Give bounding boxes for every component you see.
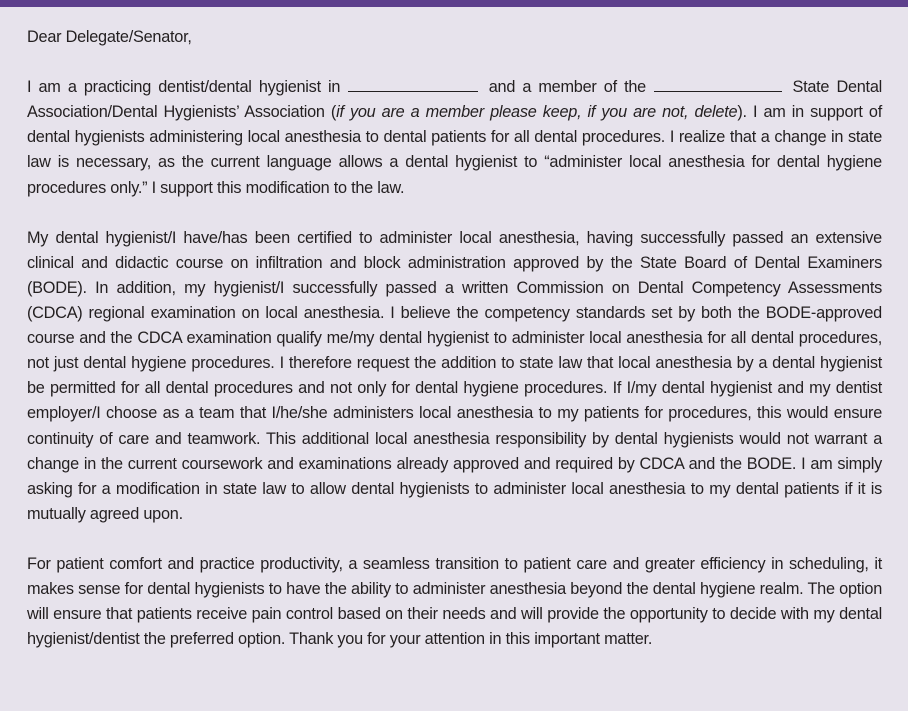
location-blank-field[interactable]: [348, 77, 478, 92]
p1-text-3: State Dental Association/Dental Hygienists’ Association (: [27, 78, 883, 122]
p1-italic-note: if you are a member please keep, if you are not, delete: [336, 103, 738, 122]
p1-text-4: ). I am in support of dental hygienists administering local anesthesia to dental patients for all dental procedures. I realize that a change in state law is necessary, as the current language allows a dental hygienist to “administer local anesthesia for dental hygiene procedures only.” I support this modification to the law.: [27, 103, 882, 197]
paragraph-support: [27, 75, 882, 200]
top-accent-bar: [0, 0, 908, 7]
p1-text-2: and a member of the: [488, 78, 646, 97]
paragraph-certification: My dental hygienist/I have/has been certified to administer local anesthesia, having successfully passed an extensive clinical and didactic course on infiltration and block administration approved by the State Board of Dental Examiners (BODE). In addition, my hygienist/I successfully passed a written Commission on Dental Competency Assessments (CDCA) regional examination on local anesthesia. I believe the competency standards set by both the BODE-approved course and the CDCA examination qualify me/my dental hygienist to administer local anesthesia for all dental procedures, not just dental hygiene procedures. I therefore request the addition to state law that local anesthesia by a dental hygienist be permitted for all dental procedures and not only for dental hygiene procedures. If I/my dental hygienist and my dentist employer/I choose as a team that I/he/she administers local anesthesia to my patients for procedures, this would ensure continuity of care and teamwork. This additional local anesthesia responsibility by dental hygienists would not warrant a change in the current coursework and examinations already approved and required by CDCA and the BODE. I am simply asking for a modification in state law to allow dental hygienists to administer local anesthesia to my dental patients if it is mutually agreed upon.: [27, 228, 882, 523]
letter-body: [27, 25, 882, 677]
p1-text-1: I am a practicing dentist/dental hygienist in: [27, 78, 341, 97]
salutation: Dear Delegate/Senator,: [27, 28, 192, 46]
state-blank-field[interactable]: [654, 77, 782, 92]
paragraph-closing: For patient comfort and practice productivity, a seamless transition to patient care and greater efficiency in scheduling, it makes sense for dental hygienists to have the ability to administer anesthesia beyond the dental hygiene realm. The option will ensure that patients receive pain control based on their needs and will provide the opportunity to decide with my dental hygienist/dentist the preferred option. Thank you for your attention in this important matter.: [27, 554, 882, 649]
